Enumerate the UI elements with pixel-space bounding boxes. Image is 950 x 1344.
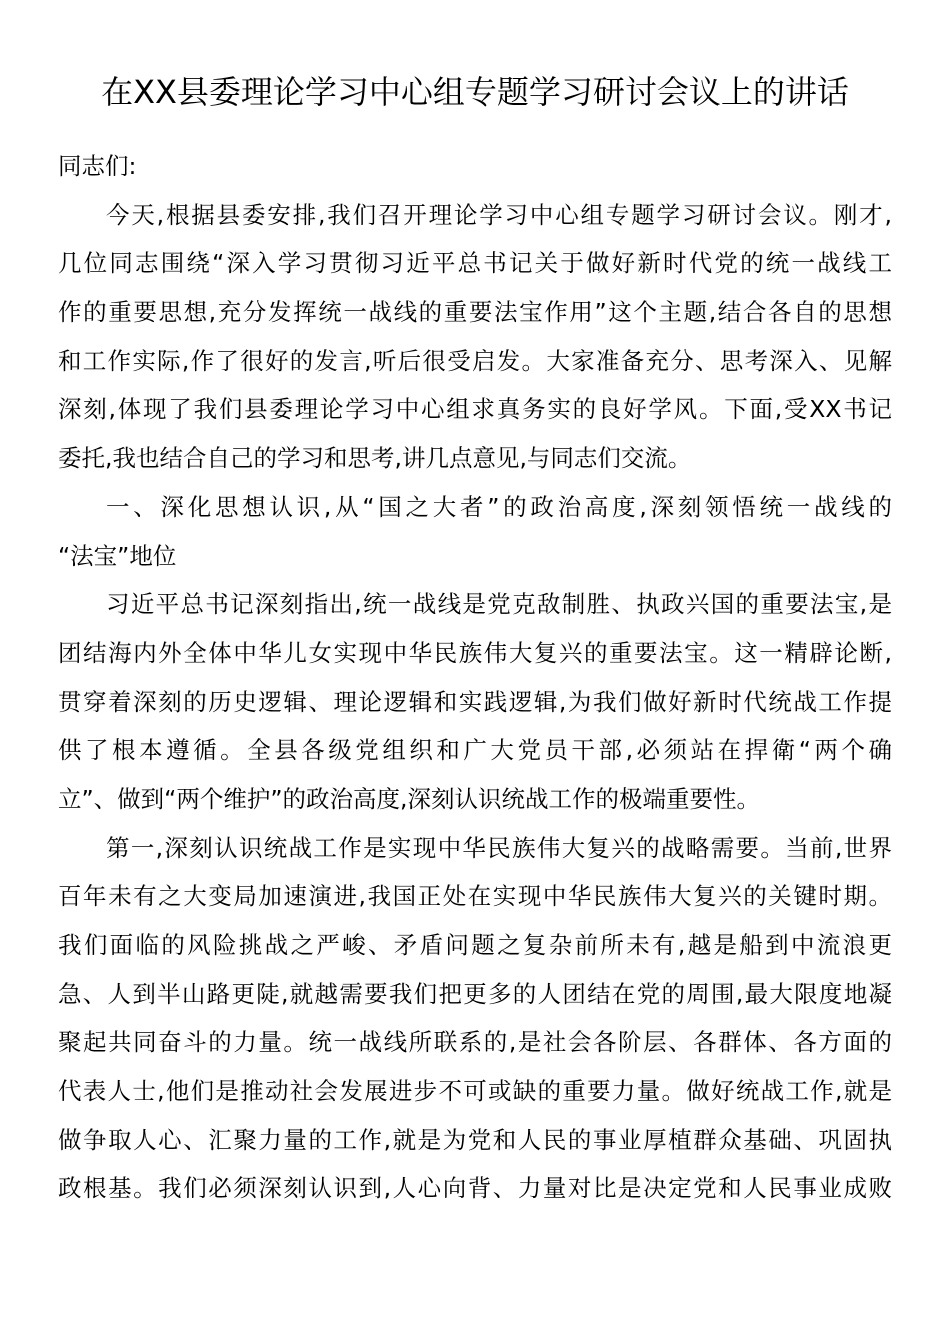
- paragraph-line: 政根基。我们必须深刻认识到,人心向背、力量对比是决定党和人民事业成败: [58, 1174, 892, 1203]
- paragraph-line: 我们面临的风险挑战之严峻、矛盾问题之复杂前所未有,越是船到中流浪更: [58, 931, 892, 959]
- intro-line: 和工作实际,作了很好的发言,听后很受启发。大家准备充分、思考深入、见解: [58, 346, 892, 375]
- paragraph-line: 聚起共同奋斗的力量。统一战线所联系的,是社会各阶层、各群体、各方面的: [58, 1028, 892, 1057]
- section-heading-line: “法宝”地位: [58, 541, 177, 570]
- document-title: 在XX县委理论学习中心组专题学习研讨会议上的讲话: [101, 73, 849, 111]
- section-heading-line: 一、深化思想认识,从“国之大者”的政治高度,深刻领悟统一战线的: [106, 492, 892, 521]
- intro-line: 作的重要思想,充分发挥统一战线的重要法宝作用”这个主题,结合各自的思想: [58, 298, 892, 327]
- intro-line: 深刻,体现了我们县委理论学习中心组求真务实的良好学风。下面,受XX书记: [58, 395, 892, 424]
- paragraph-line: 贯穿着深刻的历史逻辑、理论逻辑和实践逻辑,为我们做好新时代统战工作提: [58, 687, 892, 716]
- salutation: 同志们:: [58, 152, 137, 180]
- intro-line: 委托,我也结合自己的学习和思考,讲几点意见,与同志们交流。: [58, 444, 692, 473]
- paragraph-line: 供了根本遵循。全县各级党组织和广大党员干部,必须站在捍衛“两个确: [58, 736, 892, 765]
- intro-line: 今天,根据县委安排,我们召开理论学习中心组专题学习研讨会议。刚才,: [106, 200, 892, 229]
- document-body: [58, 142, 892, 1213]
- paragraph-line: 团结海内外全体中华儿女实现中华民族伟大复兴的重要法宝。这一精辟论断,: [58, 638, 892, 667]
- paragraph-line: 百年未有之大变局加速演进,我国正处在实现中华民族伟大复兴的关键时期。: [58, 882, 892, 911]
- intro-line: 几位同志围绕“深入学习贯彻习近平总书记关于做好新时代党的统一战线工: [58, 249, 892, 278]
- paragraph-line: 第一,深刻认识统战工作是实现中华民族伟大复兴的战略需要。当前,世界: [106, 833, 892, 862]
- paragraph-line: 代表人士,他们是推动社会发展进步不可或缺的重要力量。做好统战工作,就是: [58, 1077, 892, 1106]
- paragraph-line: 习近平总书记深刻指出,统一战线是党克敌制胜、执政兴国的重要法宝,是: [106, 590, 892, 619]
- paragraph-line: 立”、做到“两个维护”的政治高度,深刻认识统战工作的极端重要性。: [58, 784, 760, 813]
- paragraph-line: 急、人到半山路更陡,就越需要我们把更多的人团结在党的周围,最大限度地凝: [58, 979, 892, 1008]
- paragraph-line: 做争取人心、汇聚力量的工作,就是为党和人民的事业厚植群众基础、巩固执: [58, 1125, 892, 1154]
